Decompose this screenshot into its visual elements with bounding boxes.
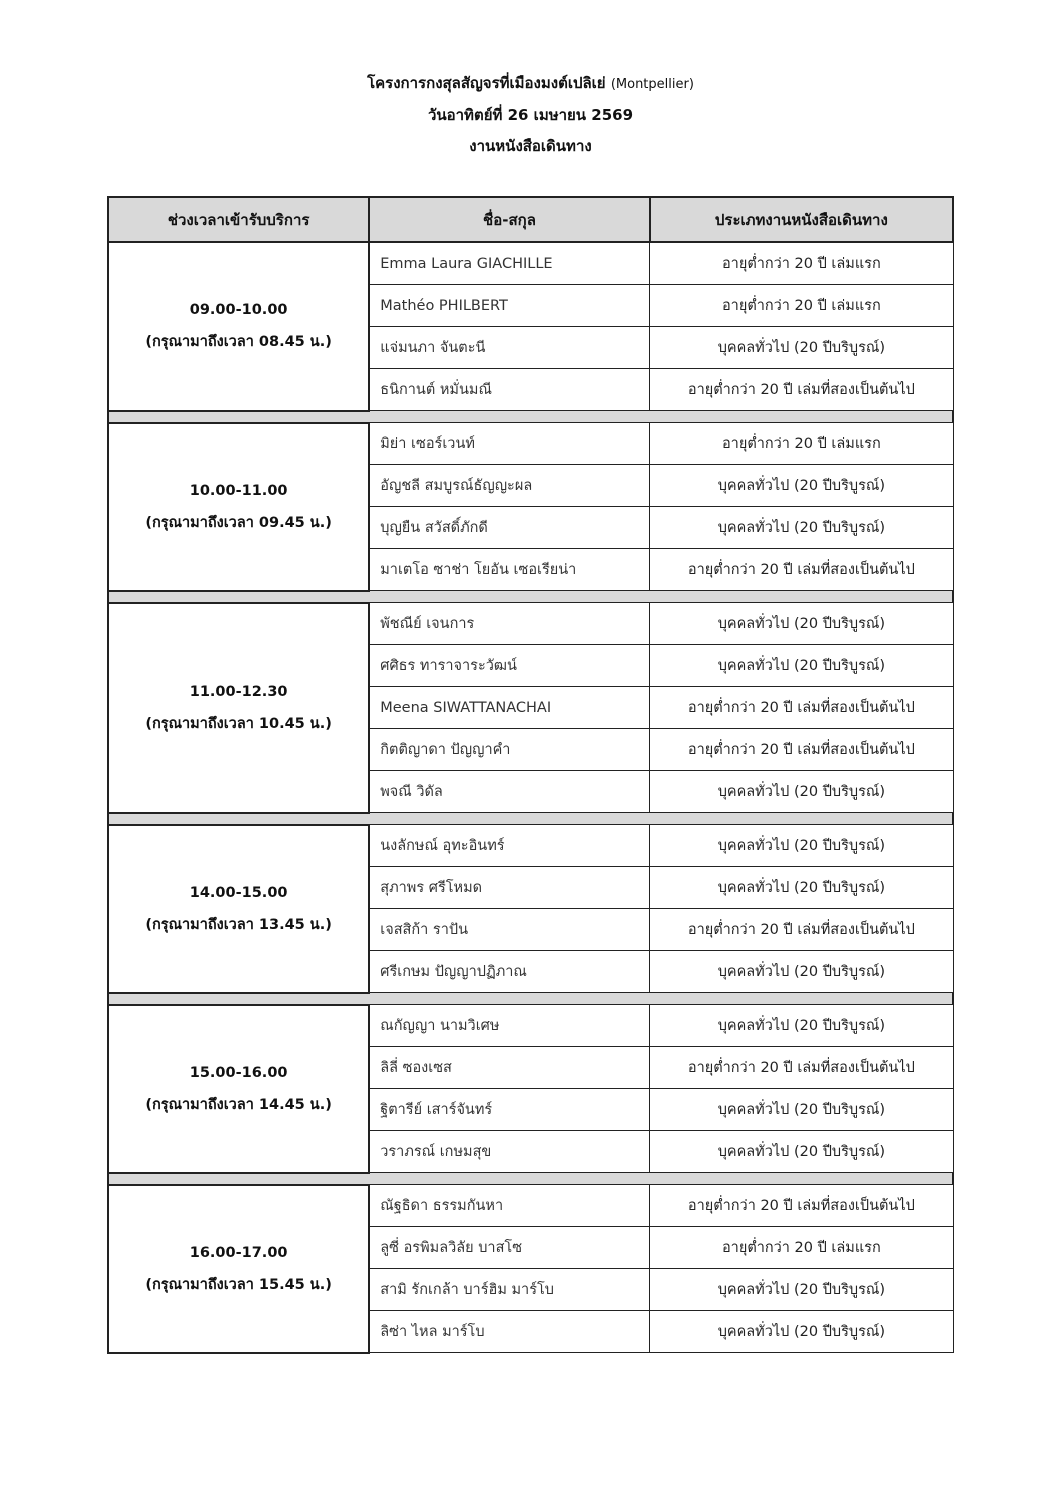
- column-header-time: ช่วงเวลาเข้ารับบริการ: [108, 197, 369, 242]
- time-slot-cell: [108, 603, 369, 813]
- time-slot: 10.00-11.00: [189, 482, 288, 499]
- arrival-time: (กรุณามาถึงเวลา 10.45 น.): [145, 715, 332, 732]
- passport-type-cell: บุคคลทั่วไป (20 ปีบริบูรณ์): [650, 507, 953, 549]
- document-header: [0, 68, 1061, 162]
- group-separator: [108, 993, 953, 1005]
- name-cell: ณกัญญา นามวิเศษ: [369, 1005, 649, 1047]
- passport-type-cell: อายุต่ำกว่า 20 ปี เล่มแรก: [650, 423, 953, 465]
- arrival-time: (กรุณามาถึงเวลา 14.45 น.): [145, 1096, 332, 1113]
- name-cell: เจสสิก้า ราปัน: [369, 909, 649, 951]
- time-slot-cell: [108, 242, 369, 411]
- column-header-name: ชื่อ-สกุล: [369, 197, 649, 242]
- time-slot: 16.00-17.00: [189, 1244, 288, 1261]
- group-separator: [108, 411, 953, 423]
- passport-type-cell: บุคคลทั่วไป (20 ปีบริบูรณ์): [650, 1269, 953, 1311]
- group-separator: [108, 591, 953, 603]
- name-cell: กิตติญาดา ปัญญาคำ: [369, 729, 649, 771]
- table-row: [108, 603, 953, 645]
- document-title: โครงการกงสุลสัญจรที่เมืองมงต์เปลิเย่ (Montpellier): [367, 74, 694, 92]
- passport-type-cell: อายุต่ำกว่า 20 ปี เล่มที่สองเป็นต้นไป: [650, 1185, 953, 1227]
- time-slot: 15.00-16.00: [189, 1064, 288, 1081]
- passport-type-cell: บุคคลทั่วไป (20 ปีบริบูรณ์): [650, 867, 953, 909]
- passport-type-cell: บุคคลทั่วไป (20 ปีบริบูรณ์): [650, 771, 953, 813]
- passport-type-cell: บุคคลทั่วไป (20 ปีบริบูรณ์): [650, 645, 953, 687]
- time-slot-cell: [108, 1005, 369, 1173]
- name-cell: สามิ รักเกล้า บาร์ฮิม มาร์โบ: [369, 1269, 649, 1311]
- time-slot-cell: [108, 825, 369, 993]
- name-cell: ฐิตารีย์ เสาร์จันทร์: [369, 1089, 649, 1131]
- name-cell: ศรีเกษม ปัญญาปฏิภาณ: [369, 951, 649, 993]
- table-row: [108, 825, 953, 867]
- passport-type-cell: อายุต่ำกว่า 20 ปี เล่มที่สองเป็นต้นไป: [650, 369, 953, 411]
- passport-type-cell: บุคคลทั่วไป (20 ปีบริบูรณ์): [650, 1089, 953, 1131]
- passport-type-cell: อายุต่ำกว่า 20 ปี เล่มแรก: [650, 1227, 953, 1269]
- passport-type-cell: อายุต่ำกว่า 20 ปี เล่มที่สองเป็นต้นไป: [650, 549, 953, 591]
- separator-cell: [108, 411, 953, 423]
- name-cell: ลูซี่ อรพิมลวิลัย บาสโซ: [369, 1227, 649, 1269]
- arrival-time: (กรุณามาถึงเวลา 13.45 น.): [145, 916, 332, 933]
- name-cell: Emma Laura GIACHILLE: [369, 242, 649, 285]
- time-slot: 11.00-12.30: [189, 683, 288, 700]
- name-cell: สุภาพร ศรีโหมด: [369, 867, 649, 909]
- name-cell: พัชณีย์ เจนการ: [369, 603, 649, 645]
- table-header-row: [108, 197, 953, 242]
- passport-type-cell: อายุต่ำกว่า 20 ปี เล่มที่สองเป็นต้นไป: [650, 1047, 953, 1089]
- passport-type-cell: บุคคลทั่วไป (20 ปีบริบูรณ์): [650, 951, 953, 993]
- time-slot: 09.00-10.00: [189, 302, 288, 319]
- passport-type-cell: บุคคลทั่วไป (20 ปีบริบูรณ์): [650, 1311, 953, 1353]
- passport-type-cell: อายุต่ำกว่า 20 ปี เล่มแรก: [650, 285, 953, 327]
- group-separator: [108, 1173, 953, 1185]
- column-header-type: ประเภทงานหนังสือเดินทาง: [650, 197, 953, 242]
- name-cell: พจณี วิดัล: [369, 771, 649, 813]
- name-cell: มิย่า เซอร์เวนท์: [369, 423, 649, 465]
- time-slot: 14.00-15.00: [189, 884, 288, 901]
- arrival-time: (กรุณามาถึงเวลา 15.45 น.): [145, 1276, 332, 1293]
- name-cell: Mathéo PHILBERT: [369, 285, 649, 327]
- name-cell: นงลักษณ์ อุทะอินทร์: [369, 825, 649, 867]
- name-cell: ศศิธร ทาราจาระวัฒน์: [369, 645, 649, 687]
- arrival-time: (กรุณามาถึงเวลา 08.45 น.): [145, 334, 332, 351]
- passport-type-cell: บุคคลทั่วไป (20 ปีบริบูรณ์): [650, 465, 953, 507]
- passport-type-cell: บุคคลทั่วไป (20 ปีบริบูรณ์): [650, 327, 953, 369]
- name-cell: ณัฐธิดา ธรรมกันหา: [369, 1185, 649, 1227]
- passport-type-cell: อายุต่ำกว่า 20 ปี เล่มที่สองเป็นต้นไป: [650, 687, 953, 729]
- document-subtitle: งานหนังสือเดินทาง: [469, 137, 592, 155]
- name-cell: Meena SIWATTANACHAI: [369, 687, 649, 729]
- passport-type-cell: บุคคลทั่วไป (20 ปีบริบูรณ์): [650, 1005, 953, 1047]
- name-cell: วราภรณ์ เกษมสุข: [369, 1131, 649, 1173]
- table-row: [108, 423, 953, 465]
- passport-type-cell: บุคคลทั่วไป (20 ปีบริบูรณ์): [650, 825, 953, 867]
- arrival-time: (กรุณามาถึงเวลา 09.45 น.): [145, 514, 332, 531]
- name-cell: มาเตโอ ซาช่า โยอัน เซอเรียน่า: [369, 549, 649, 591]
- group-separator: [108, 813, 953, 825]
- passport-type-cell: บุคคลทั่วไป (20 ปีบริบูรณ์): [650, 603, 953, 645]
- name-cell: ลิลี่ ซองเซส: [369, 1047, 649, 1089]
- separator-cell: [108, 1173, 953, 1185]
- table-row: [108, 1005, 953, 1047]
- name-cell: บุญยืน สวัสดิ์ภักดี: [369, 507, 649, 549]
- name-cell: อัญชลี สมบูรณ์ธัญญะผล: [369, 465, 649, 507]
- table-row: [108, 242, 953, 285]
- name-cell: แจ่มนภา จันตะนี: [369, 327, 649, 369]
- name-cell: ลิซ่า ไหล มาร์โบ: [369, 1311, 649, 1353]
- passport-type-cell: อายุต่ำกว่า 20 ปี เล่มที่สองเป็นต้นไป: [650, 909, 953, 951]
- passport-type-cell: บุคคลทั่วไป (20 ปีบริบูรณ์): [650, 1131, 953, 1173]
- passport-type-cell: อายุต่ำกว่า 20 ปี เล่มที่สองเป็นต้นไป: [650, 729, 953, 771]
- document-date: วันอาทิตย์ที่ 26 เมษายน 2569: [427, 106, 634, 124]
- separator-cell: [108, 591, 953, 603]
- table-row: [108, 1185, 953, 1227]
- separator-cell: [108, 993, 953, 1005]
- time-slot-cell: [108, 423, 369, 591]
- time-slot-cell: [108, 1185, 369, 1353]
- appointment-table: [107, 196, 954, 1354]
- passport-type-cell: อายุต่ำกว่า 20 ปี เล่มแรก: [650, 242, 953, 285]
- name-cell: ธนิกานต์ หมั่นมณี: [369, 369, 649, 411]
- separator-cell: [108, 813, 953, 825]
